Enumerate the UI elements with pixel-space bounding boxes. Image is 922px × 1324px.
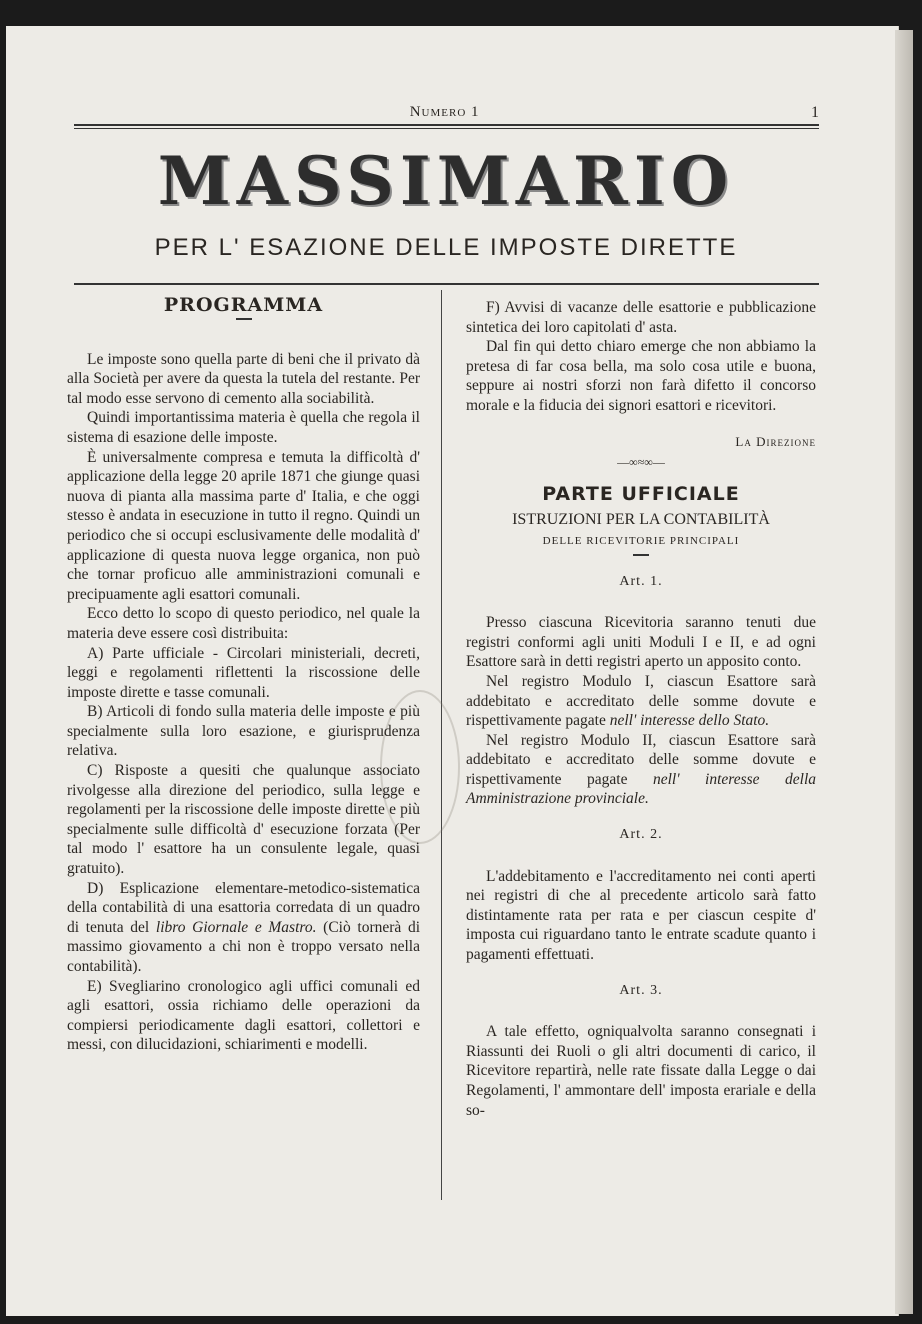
paragraph-text: Nel registro Modulo I, ciascun Esattore sarà addebitato e accreditato delle somme dovute e rispettivamente pagate bbox=[466, 672, 816, 730]
paragraph bbox=[466, 672, 816, 731]
item-d-text: D) Esplicazione elementare-metodico-sistematica della contabilità di una esattoria corredata di un quadro di tenuta del bbox=[67, 879, 420, 936]
paragraph: Presso ciascuna Ricevitoria saranno tenuti due registri conformi agli uniti Moduli I e II, e ad ogni Esattore sarà in detti registri aperto un apposito conto. bbox=[466, 614, 816, 671]
page-number: 1 bbox=[810, 104, 819, 121]
programma-heading: PROGRAMMA bbox=[163, 294, 324, 316]
article-2-heading: Art. 2. bbox=[619, 827, 663, 843]
paragraph: L'addebitamento e l'accreditamento nei conti aperti nei registri di che al precedente articolo sarà fatto distintamente rata per rata e per ciascun cespite d' imposta cui riguardano tanto le entrate scadute quanto i pagamenti effettuati. bbox=[466, 867, 816, 964]
ornament: —∞≈∞— bbox=[617, 455, 665, 470]
signature: La Direzione bbox=[735, 433, 816, 449]
ricevitorie-subheading: DELLE RICEVITORIE PRINCIPALI bbox=[542, 534, 740, 547]
paragraph-italic: nell' interesse dello Stato. bbox=[609, 712, 770, 730]
header-rule-bottom bbox=[74, 128, 819, 129]
item-d-italic: libro Giornale e Mastro. bbox=[155, 918, 317, 936]
right-column bbox=[466, 290, 816, 1120]
list-item: A) Parte ufficiale - Circolari ministeriali, decreti, leggi e regolamenti riflettenti la riscossione delle imposte dirette e tasse comunali. bbox=[67, 644, 420, 701]
left-column bbox=[67, 290, 420, 1055]
paragraph: Le imposte sono quella parte di beni che il privato dà alla Società per avere da questa la tutela del restante. Per tal modo esse servono di cemento alla sociabilità. bbox=[67, 350, 420, 407]
list-item bbox=[67, 879, 420, 977]
item-d-tail: (Ciò tornerà di massimo giovamento a chi non è troppo versato nella contabilità). bbox=[67, 918, 421, 975]
page-header bbox=[74, 104, 819, 122]
paragraph: Quindi importantissima materia è quella che regola il sistema di esazione delle imposte. bbox=[67, 409, 420, 446]
paragraph-text: Nel registro Modulo II, ciascun Esattore sarà addebitato e accreditato delle somme dovute e rispettivamente pagate bbox=[466, 731, 816, 788]
page-edge bbox=[895, 30, 913, 1314]
header-rule-top bbox=[74, 124, 819, 126]
heading-dash bbox=[236, 318, 252, 320]
paragraph-italic: nell' interesse della Amministrazione provinciale. bbox=[466, 770, 817, 808]
article-1-heading: Art. 1. bbox=[619, 573, 663, 589]
heading-dash bbox=[633, 554, 649, 556]
list-item: C) Risposte a quesiti che qualunque associato rivolgesse alla direzione del periodico, sulla legge e regolamenti per la riscossione delle imposte dirette e più specialmente sulle difficoltà d' esecuzione forzata (Per tal modo l' esattore ha un consulente legale, quasi gratuito). bbox=[67, 762, 420, 878]
paragraph: È universalmente compresa e temuta la difficoltà d' applicazione della legge 20 aprile 1871 che giunge quasi nuova di pianta alla massima parte d' Italia, e che oggi stesso è andata in esecuzione in tutto il regno. Quindi un periodico che si occupi esclusivamente delle modalità d' applicazione di questa nuova legge organica, non può che tornar proficuo alle amministrazioni comunali e precipuamente agli esattori comunali. bbox=[67, 448, 420, 603]
list-item: B) Articoli di fondo sulla materia delle imposte e più specialmente sulla loro esazione, e giurisprudenza relativa. bbox=[67, 703, 420, 760]
paragraph: A tale effetto, ogniqualvolta saranno consegnati i Riassunti dei Ruoli o gli altri documenti di carico, il Ricevitore repartirà, nelle rate fissate dalla Legge o dai Regolamenti, l' ammontare dell' imposta erariale e della so- bbox=[466, 1023, 816, 1119]
list-item: E) Svegliarino cronologico agli uffici comunali ed agli esattori, ossia richiamo delle operazioni da compiersi periodicamente dagli esattori, collettori e messi, con dilucidazioni, schiarimenti e modelli. bbox=[67, 977, 420, 1054]
paragraph: Dal fin qui detto chiaro emerge che non abbiamo la pretesa di far cosa bella, ma solo cosa utile e buona, seppure ai nostri sforzi non farà difetto il concorso morale e la fiducia dei signori esattori e ricevitori. bbox=[466, 338, 816, 414]
paragraph: Ecco detto lo scopo di questo periodico, nel quale la materia deve essere così distribuita: bbox=[67, 605, 420, 642]
list-item: F) Avvisi di vacanze delle esattorie e pubblicazione sintetica dei loro capitolati d' asta. bbox=[466, 299, 816, 336]
masthead-title: MASSIMARIO bbox=[157, 142, 735, 220]
masthead-subtitle: PER L' ESAZIONE DELLE IMPOSTE DIRETTE bbox=[154, 234, 738, 261]
article-3-heading: Art. 3. bbox=[619, 982, 663, 998]
parte-ufficiale-heading: PARTE UFFICIALE bbox=[542, 482, 740, 505]
masthead-rule bbox=[74, 283, 819, 285]
issue-number: Numero 1 bbox=[409, 104, 480, 120]
paragraph bbox=[466, 731, 816, 809]
istruzioni-heading: ISTRUZIONI PER LA CONTABILITÀ bbox=[512, 511, 770, 529]
